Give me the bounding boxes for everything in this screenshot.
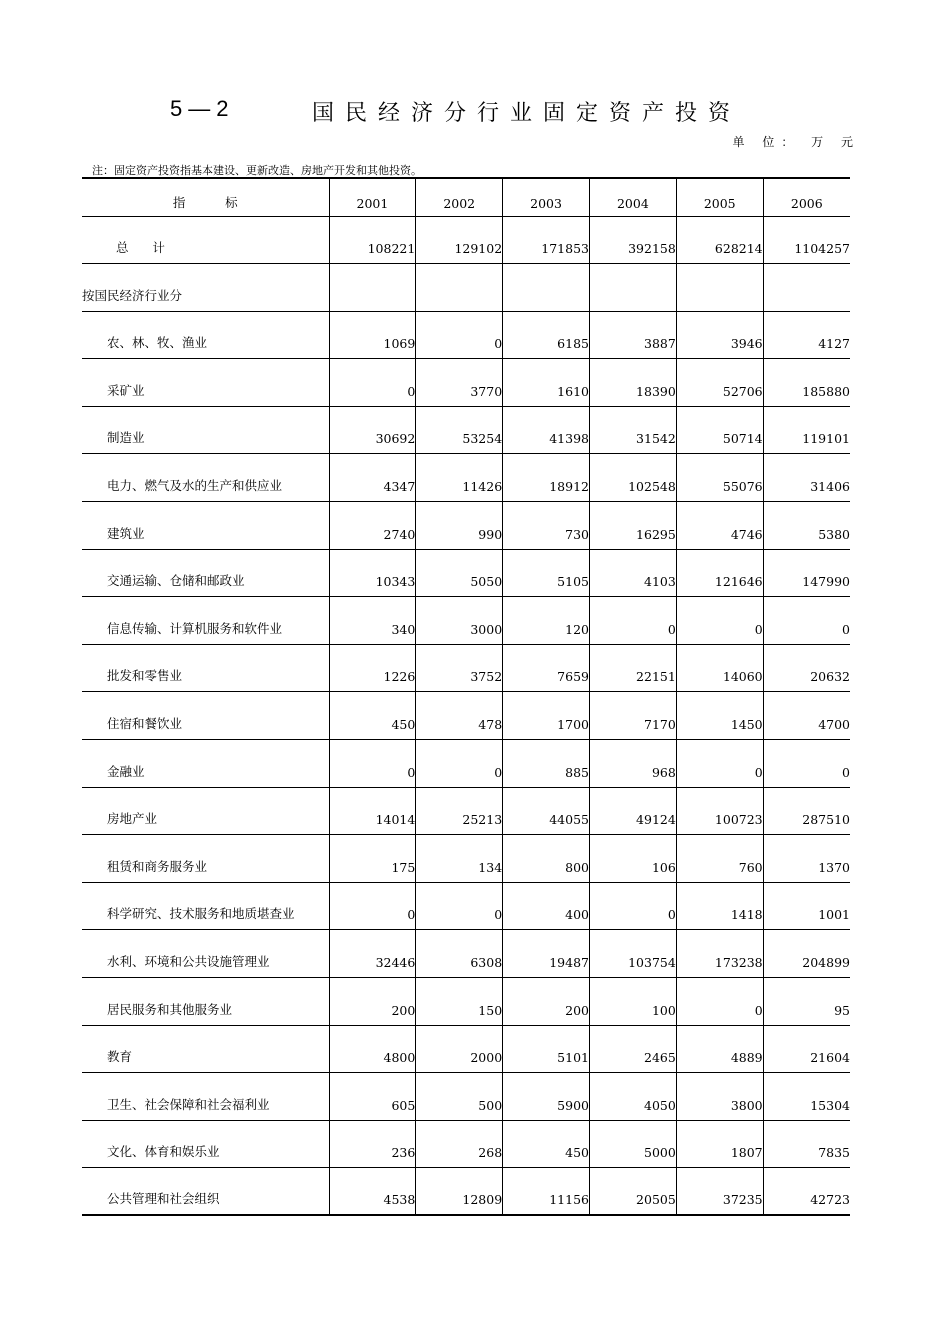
cell-value: 392158 — [589, 216, 676, 264]
cell-value: 1370 — [763, 835, 850, 883]
cell-value: 3946 — [676, 311, 763, 359]
cell-value: 0 — [763, 597, 850, 645]
table-row — [82, 1168, 850, 1216]
cell-value: 1104257 — [763, 216, 850, 264]
cell-value: 200 — [503, 978, 590, 1026]
cell-value: 100 — [589, 978, 676, 1026]
table-title: 国民经济分行业固定资产投资 — [312, 101, 742, 126]
row-label: 教育 — [82, 1025, 329, 1073]
header-row — [82, 178, 850, 216]
group-label: 按国民经济行业分 — [82, 264, 329, 312]
cell-value: 0 — [676, 740, 763, 788]
group-row — [82, 264, 850, 312]
cell-value: 3770 — [416, 359, 503, 407]
table-number: 5—2 — [170, 96, 235, 121]
cell-value: 236 — [329, 1120, 416, 1168]
row-label: 租赁和商务服务业 — [82, 835, 329, 883]
row-label: 批发和零售业 — [82, 644, 329, 692]
total-row — [82, 216, 850, 264]
cell-value: 990 — [416, 502, 503, 550]
cell-value: 100723 — [676, 787, 763, 835]
cell-value: 1610 — [503, 359, 590, 407]
table-row — [82, 692, 850, 740]
cell-value: 968 — [589, 740, 676, 788]
cell-value: 14060 — [676, 644, 763, 692]
cell-value: 14014 — [329, 787, 416, 835]
cell-value: 4700 — [763, 692, 850, 740]
cell-value: 7835 — [763, 1120, 850, 1168]
investment-table — [82, 177, 850, 1216]
empty-cell — [503, 264, 590, 312]
table-row — [82, 1025, 850, 1073]
cell-value: 4127 — [763, 311, 850, 359]
unit-label: 单 位： 万 元 — [732, 135, 860, 149]
row-label: 公共管理和社会组织 — [82, 1168, 329, 1216]
cell-value: 4800 — [329, 1025, 416, 1073]
cell-value: 1001 — [763, 882, 850, 930]
cell-value: 0 — [416, 740, 503, 788]
cell-value: 0 — [416, 882, 503, 930]
cell-value: 5380 — [763, 502, 850, 550]
header-year: 2006 — [763, 178, 850, 216]
row-label: 信息传输、计算机服务和软件业 — [82, 597, 329, 645]
cell-value: 268 — [416, 1120, 503, 1168]
cell-value: 450 — [329, 692, 416, 740]
cell-value: 1418 — [676, 882, 763, 930]
row-label: 制造业 — [82, 406, 329, 454]
cell-value: 4103 — [589, 549, 676, 597]
cell-value: 20632 — [763, 644, 850, 692]
row-label: 总 计 — [82, 216, 329, 264]
cell-value: 5900 — [503, 1073, 590, 1121]
cell-value: 800 — [503, 835, 590, 883]
cell-value: 37235 — [676, 1168, 763, 1216]
header-year: 2005 — [676, 178, 763, 216]
cell-value: 31406 — [763, 454, 850, 502]
row-label: 建筑业 — [82, 502, 329, 550]
cell-value: 185880 — [763, 359, 850, 407]
table-row — [82, 835, 850, 883]
cell-value: 103754 — [589, 930, 676, 978]
cell-value: 4347 — [329, 454, 416, 502]
cell-value: 95 — [763, 978, 850, 1026]
cell-value: 5105 — [503, 549, 590, 597]
cell-value: 53254 — [416, 406, 503, 454]
empty-cell — [329, 264, 416, 312]
table-row — [82, 644, 850, 692]
cell-value: 730 — [503, 502, 590, 550]
cell-value: 31542 — [589, 406, 676, 454]
cell-value: 450 — [503, 1120, 590, 1168]
row-label: 文化、体育和娱乐业 — [82, 1120, 329, 1168]
cell-value: 500 — [416, 1073, 503, 1121]
row-label: 房地产业 — [82, 787, 329, 835]
cell-value: 605 — [329, 1073, 416, 1121]
row-label: 科学研究、技术服务和地质堪查业 — [82, 882, 329, 930]
cell-value: 0 — [763, 740, 850, 788]
cell-value: 1807 — [676, 1120, 763, 1168]
cell-value: 287510 — [763, 787, 850, 835]
header-year: 2003 — [503, 178, 590, 216]
cell-value: 102548 — [589, 454, 676, 502]
cell-value: 1069 — [329, 311, 416, 359]
cell-value: 5000 — [589, 1120, 676, 1168]
cell-value: 171853 — [503, 216, 590, 264]
row-label: 金融业 — [82, 740, 329, 788]
header-indicator: 指 标 — [82, 178, 329, 216]
row-label: 住宿和餐饮业 — [82, 692, 329, 740]
cell-value: 1450 — [676, 692, 763, 740]
empty-cell — [416, 264, 503, 312]
cell-value: 108221 — [329, 216, 416, 264]
cell-value: 1700 — [503, 692, 590, 740]
cell-value: 6185 — [503, 311, 590, 359]
table-row — [82, 502, 850, 550]
table-note: 注：固定资产投资指基本建设、更新改造、房地产开发和其他投资。 — [92, 164, 422, 177]
table-row — [82, 882, 850, 930]
cell-value: 4538 — [329, 1168, 416, 1216]
cell-value: 49124 — [589, 787, 676, 835]
table-row — [82, 930, 850, 978]
cell-value: 0 — [589, 882, 676, 930]
cell-value: 150 — [416, 978, 503, 1026]
table-row — [82, 454, 850, 502]
cell-value: 3000 — [416, 597, 503, 645]
cell-value: 173238 — [676, 930, 763, 978]
cell-value: 41398 — [503, 406, 590, 454]
cell-value: 175 — [329, 835, 416, 883]
cell-value: 204899 — [763, 930, 850, 978]
cell-value: 120 — [503, 597, 590, 645]
table-row — [82, 1120, 850, 1168]
table-row — [82, 549, 850, 597]
cell-value: 55076 — [676, 454, 763, 502]
cell-value: 20505 — [589, 1168, 676, 1216]
cell-value: 760 — [676, 835, 763, 883]
row-label: 电力、燃气及水的生产和供应业 — [82, 454, 329, 502]
cell-value: 25213 — [416, 787, 503, 835]
cell-value: 106 — [589, 835, 676, 883]
cell-value: 0 — [676, 978, 763, 1026]
cell-value: 0 — [589, 597, 676, 645]
cell-value: 3752 — [416, 644, 503, 692]
table-row — [82, 406, 850, 454]
cell-value: 3800 — [676, 1073, 763, 1121]
empty-cell — [676, 264, 763, 312]
cell-value: 5101 — [503, 1025, 590, 1073]
cell-value: 0 — [329, 740, 416, 788]
cell-value: 478 — [416, 692, 503, 740]
table-row — [82, 1073, 850, 1121]
header-year: 2001 — [329, 178, 416, 216]
cell-value: 10343 — [329, 549, 416, 597]
cell-value: 21604 — [763, 1025, 850, 1073]
cell-value: 119101 — [763, 406, 850, 454]
empty-cell — [763, 264, 850, 312]
cell-value: 32446 — [329, 930, 416, 978]
cell-value: 200 — [329, 978, 416, 1026]
row-label: 交通运输、仓储和邮政业 — [82, 549, 329, 597]
row-label: 卫生、社会保障和社会福利业 — [82, 1073, 329, 1121]
page-title — [0, 96, 950, 128]
cell-value: 44055 — [503, 787, 590, 835]
cell-value: 628214 — [676, 216, 763, 264]
cell-value: 121646 — [676, 549, 763, 597]
cell-value: 42723 — [763, 1168, 850, 1216]
cell-value: 340 — [329, 597, 416, 645]
cell-value: 50714 — [676, 406, 763, 454]
cell-value: 19487 — [503, 930, 590, 978]
cell-value: 1226 — [329, 644, 416, 692]
cell-value: 15304 — [763, 1073, 850, 1121]
cell-value: 0 — [329, 359, 416, 407]
cell-value: 18912 — [503, 454, 590, 502]
table-row — [82, 597, 850, 645]
cell-value: 12809 — [416, 1168, 503, 1216]
row-label: 采矿业 — [82, 359, 329, 407]
cell-value: 2740 — [329, 502, 416, 550]
table-row — [82, 740, 850, 788]
table-row — [82, 787, 850, 835]
header-year: 2002 — [416, 178, 503, 216]
table-row — [82, 359, 850, 407]
cell-value: 6308 — [416, 930, 503, 978]
cell-value: 7170 — [589, 692, 676, 740]
row-label: 农、林、牧、渔业 — [82, 311, 329, 359]
cell-value: 0 — [416, 311, 503, 359]
cell-value: 30692 — [329, 406, 416, 454]
cell-value: 129102 — [416, 216, 503, 264]
cell-value: 0 — [676, 597, 763, 645]
cell-value: 885 — [503, 740, 590, 788]
cell-value: 5050 — [416, 549, 503, 597]
cell-value: 147990 — [763, 549, 850, 597]
cell-value: 0 — [329, 882, 416, 930]
cell-value: 52706 — [676, 359, 763, 407]
cell-value: 7659 — [503, 644, 590, 692]
cell-value: 22151 — [589, 644, 676, 692]
cell-value: 16295 — [589, 502, 676, 550]
cell-value: 11426 — [416, 454, 503, 502]
cell-value: 11156 — [503, 1168, 590, 1216]
cell-value: 18390 — [589, 359, 676, 407]
table-row — [82, 311, 850, 359]
header-year: 2004 — [589, 178, 676, 216]
cell-value: 4746 — [676, 502, 763, 550]
cell-value: 3887 — [589, 311, 676, 359]
cell-value: 2000 — [416, 1025, 503, 1073]
row-label: 居民服务和其他服务业 — [82, 978, 329, 1026]
cell-value: 4050 — [589, 1073, 676, 1121]
cell-value: 4889 — [676, 1025, 763, 1073]
table-row — [82, 978, 850, 1026]
cell-value: 2465 — [589, 1025, 676, 1073]
row-label: 水利、环境和公共设施管理业 — [82, 930, 329, 978]
empty-cell — [589, 264, 676, 312]
cell-value: 134 — [416, 835, 503, 883]
cell-value: 400 — [503, 882, 590, 930]
